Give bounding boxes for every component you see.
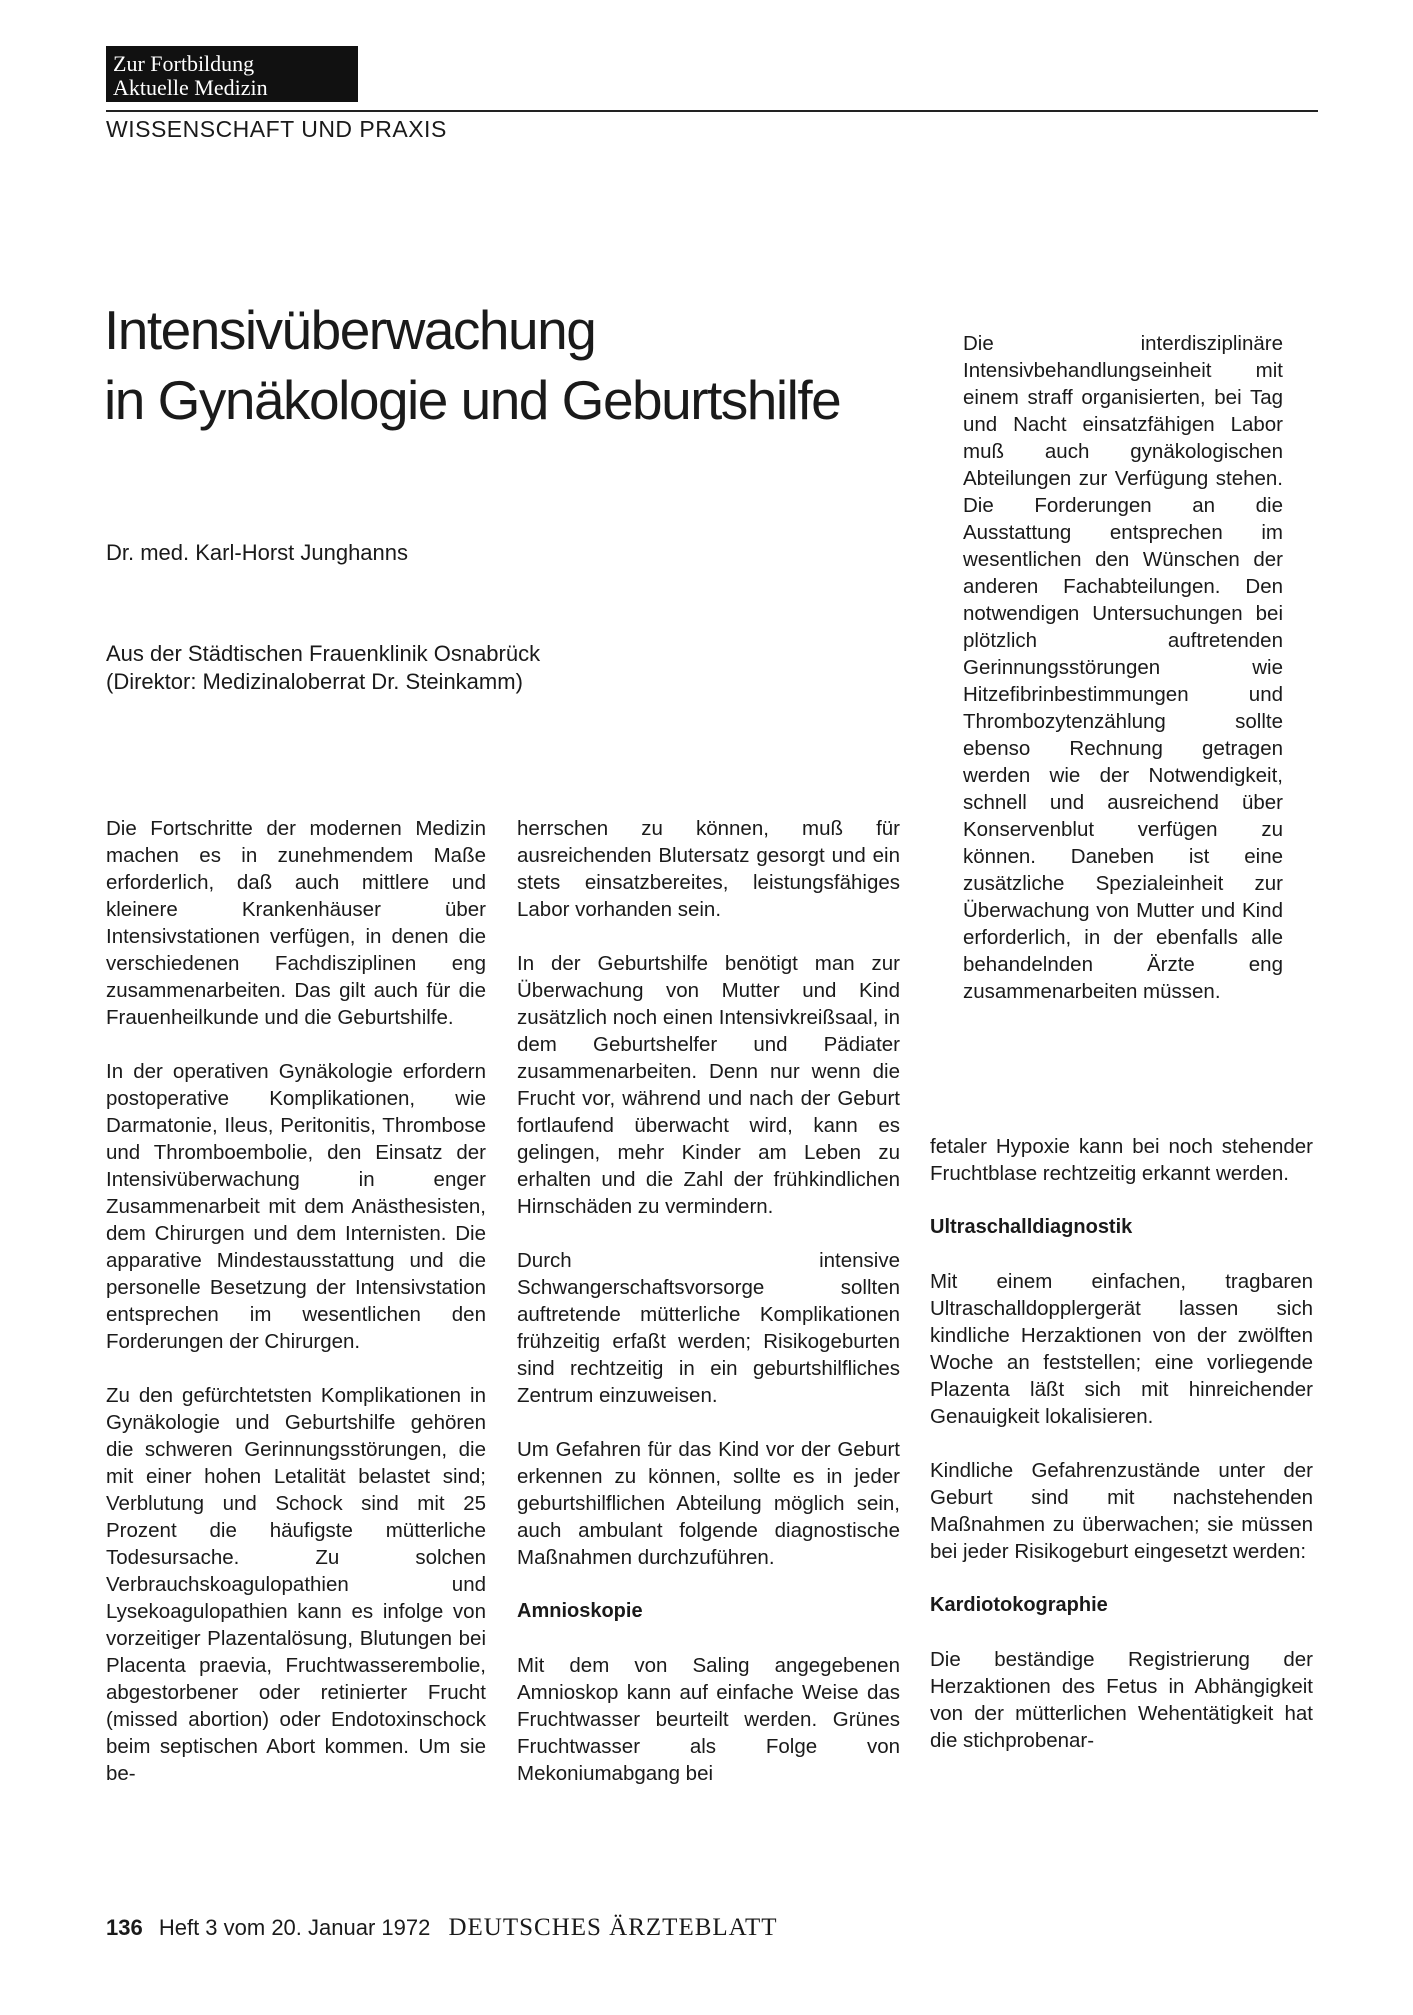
badge-line-2: Aktuelle Medizin: [113, 75, 268, 100]
paragraph: Die beständige Registrierung der Herzaktionen des Fetus in Abhängigkeit von der mütterlichen Wehentätigkeit hat die stichprobenar-: [930, 1648, 1313, 1752]
column-2: [517, 815, 900, 1814]
journal-name: DEUTSCHES ÄRZTEBLATT: [448, 1914, 778, 1941]
article-title: [104, 295, 924, 435]
subheading-amnioskopie: Amnioskopie: [517, 1600, 643, 1622]
paragraph: In der Geburtshilfe benötigt man zur Überwachung von Mutter und Kind zusätzlich noch einen Intensivkreißsaal, in dem Geburtshelfer und Pädiater zusammenarbeiten. Denn nur wenn die Frucht vor, während und nach der Geburt fortlaufend überwacht wird, kann es gelingen, mehr Kinder am Leben zu erhalten und die Zahl der frühkindlichen Hirnschäden zu vermindern.: [517, 952, 900, 1218]
subheading-kardiotokographie: Kardiotokographie: [930, 1594, 1108, 1616]
affiliation-line-2: (Direktor: Medizinaloberrat Dr. Steinkamm): [106, 669, 523, 694]
paragraph: fetaler Hypoxie kann bei noch stehender Fruchtblase rechtzeitig erkannt werden.: [930, 1135, 1313, 1185]
paragraph: Die interdisziplinäre Intensivbehandlungseinheit mit einem straff organisierten, bei Tag und Nacht einsatzfähigen Labor muß auch gynäkologischen Abteilungen zur Verfügung stehen. Die Forderungen an die Ausstattung entsprechen im wesentlichen den Wünschen der anderen Fachabteilungen. Den notwendigen Untersuchungen bei plötzlich auftretenden Gerinnungsstörungen wie Hitzefibrinbestimmungen und Thrombozytenzählung sollte ebenso Rechnung getragen werden wie der Notwendigkeit, schnell und ausreichend über Konservenblut verfügen zu können. Daneben ist eine zusätzliche Spezialeinheit zur Überwachung von Mutter und Kind erforderlich, in der ebenfalls alle behandelnden Ärzte eng zusammenarbeiten müssen.: [963, 332, 1283, 1003]
issue-info: Heft 3 vom 20. Januar 1972: [158, 1915, 431, 1940]
title-line-1: Intensivüberwachung: [104, 299, 596, 361]
paragraph: Durch intensive Schwangerschaftsvorsorge sollten auftretende mütterliche Komplikationen frühzeitig erfaßt werden; Risikogeburten sind rechtzeitig in ein geburtshilfliches Zentrum einzuweisen.: [517, 1249, 900, 1407]
subheading-ultraschalldiagnostik: Ultraschalldiagnostik: [930, 1216, 1133, 1238]
author: Dr. med. Karl-Horst Junghanns: [106, 540, 409, 565]
paragraph: Mit dem von Saling angegebenen Amnioskop kann auf einfache Weise das Fruchtwasser beurteilt werden. Grünes Fruchtwasser als Folge von Mekoniumabgang bei: [517, 1654, 900, 1785]
page-footer: [106, 1914, 778, 1942]
page-number: 136: [106, 1915, 143, 1940]
header-rule: [106, 110, 1318, 112]
paragraph: Die Fortschritte der modernen Medizin machen es in zunehmendem Maße erforderlich, daß auch mittlere und kleinere Krankenhäuser über Intensivstationen verfügen, in denen die verschiedenen Fachdisziplinen eng zusammenarbeiten. Das gilt auch für die Frauenheilkunde und die Geburtshilfe.: [106, 817, 486, 1029]
paragraph: Mit einem einfachen, tragbaren Ultraschalldopplergerät lassen sich kindliche Herzaktionen von der zwölften Woche an feststellen; eine vorliegende Plazenta läßt sich mit hinreichender Genauigkeit lokalisieren.: [930, 1270, 1313, 1428]
series-badge: [106, 46, 358, 102]
paragraph: Um Gefahren für das Kind vor der Geburt erkennen zu können, sollte es in jeder geburtshilflichen Abteilung möglich sein, auch ambulant folgende diagnostische Maßnahmen durchzuführen.: [517, 1438, 900, 1569]
badge-line-1: Zur Fortbildung: [113, 51, 255, 76]
title-line-2: in Gynäkologie und Geburtshilfe: [104, 369, 841, 431]
column-3-top: [963, 330, 1283, 1032]
column-1: [106, 815, 486, 1814]
paragraph: Kindliche Gefahrenzustände unter der Geburt sind mit nachstehenden Maßnahmen zu überwachen; sie müssen bei jeder Risikogeburt eingesetzt werden:: [930, 1459, 1313, 1563]
column-3-bottom: [930, 1133, 1313, 1781]
section-label: WISSENSCHAFT UND PRAXIS: [106, 116, 447, 142]
paragraph: herrschen zu können, muß für ausreichenden Blutersatz gesorgt und ein stets einsatzbereites, leistungsfähiges Labor vorhanden sein.: [517, 817, 900, 921]
affiliation-line-1: Aus der Städtischen Frauenklinik Osnabrück: [106, 641, 541, 666]
paragraph: In der operativen Gynäkologie erfordern postoperative Komplikationen, wie Darmatonie, Ileus, Peritonitis, Thrombose und Thromboembolie, den Einsatz der Intensivüberwachung in enger Zusammenarbeit mit dem Anästhesisten, dem Chirurgen und dem Internisten. Die apparative Mindestausstattung und die personelle Besetzung der Intensivstation entsprechen im wesentlichen den Forderungen der Chirurgen.: [106, 1060, 486, 1353]
affiliation: [106, 640, 540, 696]
paragraph: Zu den gefürchtetsten Komplikationen in Gynäkologie und Geburtshilfe gehören die schweren Gerinnungsstörungen, die mit einer hohen Letalität belastet sind; Verblutung und Schock sind mit 25 Prozent die häufigste mütterliche Todesursache. Zu solchen Verbrauchskoagulopathien und Lysekoagulopathien kann es infolge von vorzeitiger Plazentalösung, Blutungen bei Placenta praevia, Fruchtwasserembolie, abgestorbener oder retinierter Frucht (missed abortion) oder Endotoxinschock beim septischen Abort kommen. Um sie be-: [106, 1384, 486, 1785]
